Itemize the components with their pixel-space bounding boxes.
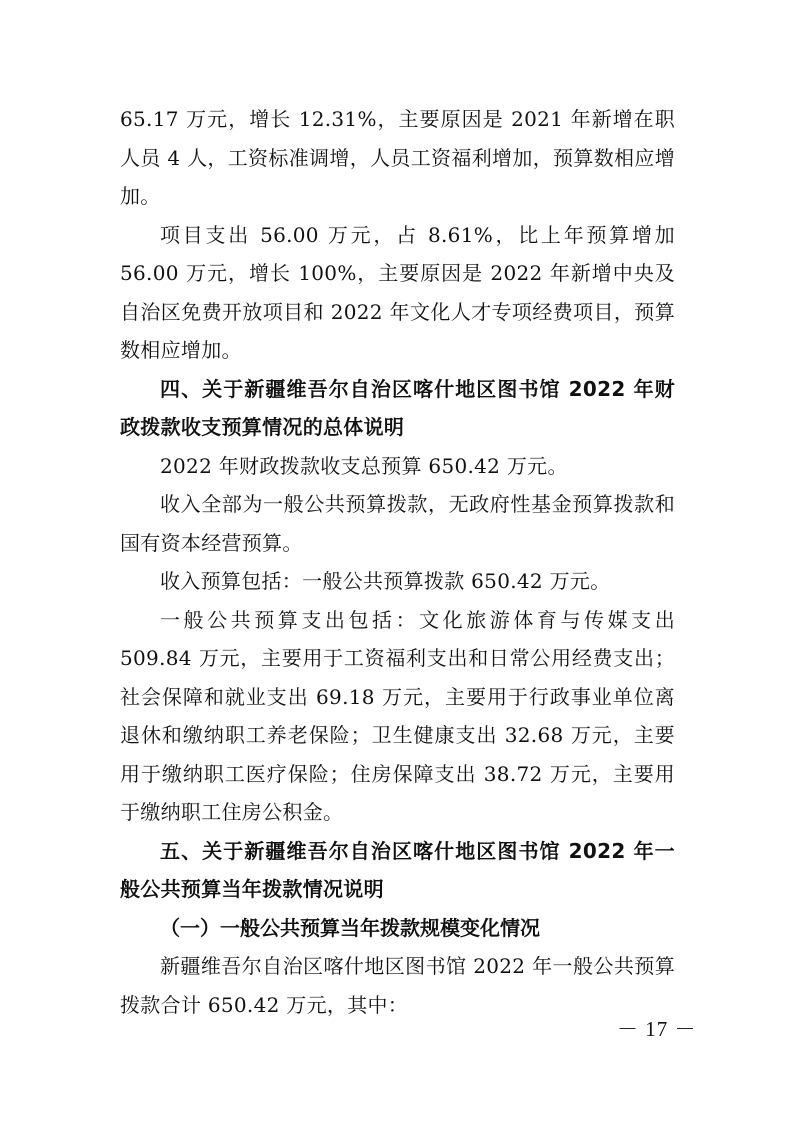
section-heading-5: 五、关于新疆维吾尔自治区喀什地区图书馆 2022 年一般公共预算当年拨款情况说明 bbox=[120, 838, 675, 901]
subsection-heading-5-1: （一）一般公共预算当年拨款规模变化情况 bbox=[160, 915, 540, 940]
paragraph-income-budget: 收入预算包括：一般公共预算拨款 650.42 万元。 bbox=[160, 569, 611, 593]
paragraph-expenditure-breakdown: 一般公共预算支出包括：文化旅游体育与传媒支出 509.84 万元，主要用于工资福利支出和日常公用经费支出；社会保障和就业支出 69.18 万元，主要用于行政事业单位离退休和缴纳职工养老保险；卫生健康支出 32.68 万元，主要用于缴纳职工医疗保险；住房保障支出 38.72 万元，主要用于缴纳职工住房公积金。 bbox=[120, 607, 675, 824]
paragraph-income-source: 收入全部为一般公共预算拨款，无政府性基金预算拨款和国有资本经营预算。 bbox=[120, 492, 675, 555]
paragraph-project-expenditure: 项目支出 56.00 万元，占 8.61%，比上年预算增加 56.00 万元，增长 100%，主要原因是 2022 年新增中央及自治区免费开放项目和 2022 年文化人才专项经费项目，预算数相应增加。 bbox=[120, 222, 675, 362]
paragraph-total-budget: 2022 年财政拨款收支总预算 650.42 万元。 bbox=[160, 453, 568, 478]
paragraph-appropriation-total: 新疆维吾尔自治区喀什地区图书馆 2022 年一般公共预算拨款合计 650.42 万元，其中： bbox=[120, 954, 675, 1017]
page-number: － 17 － bbox=[617, 1017, 697, 1041]
page-body bbox=[120, 100, 675, 1024]
paragraph-personnel-increase: 65.17 万元，增长 12.31%，主要原因是 2021 年新增在职人员 4 人，工资标准调增，人员工资福利增加，预算数相应增加。 bbox=[120, 107, 675, 208]
section-heading-4: 四、关于新疆维吾尔自治区喀什地区图书馆 2022 年财政拨款收支预算情况的总体说明 bbox=[120, 376, 675, 439]
